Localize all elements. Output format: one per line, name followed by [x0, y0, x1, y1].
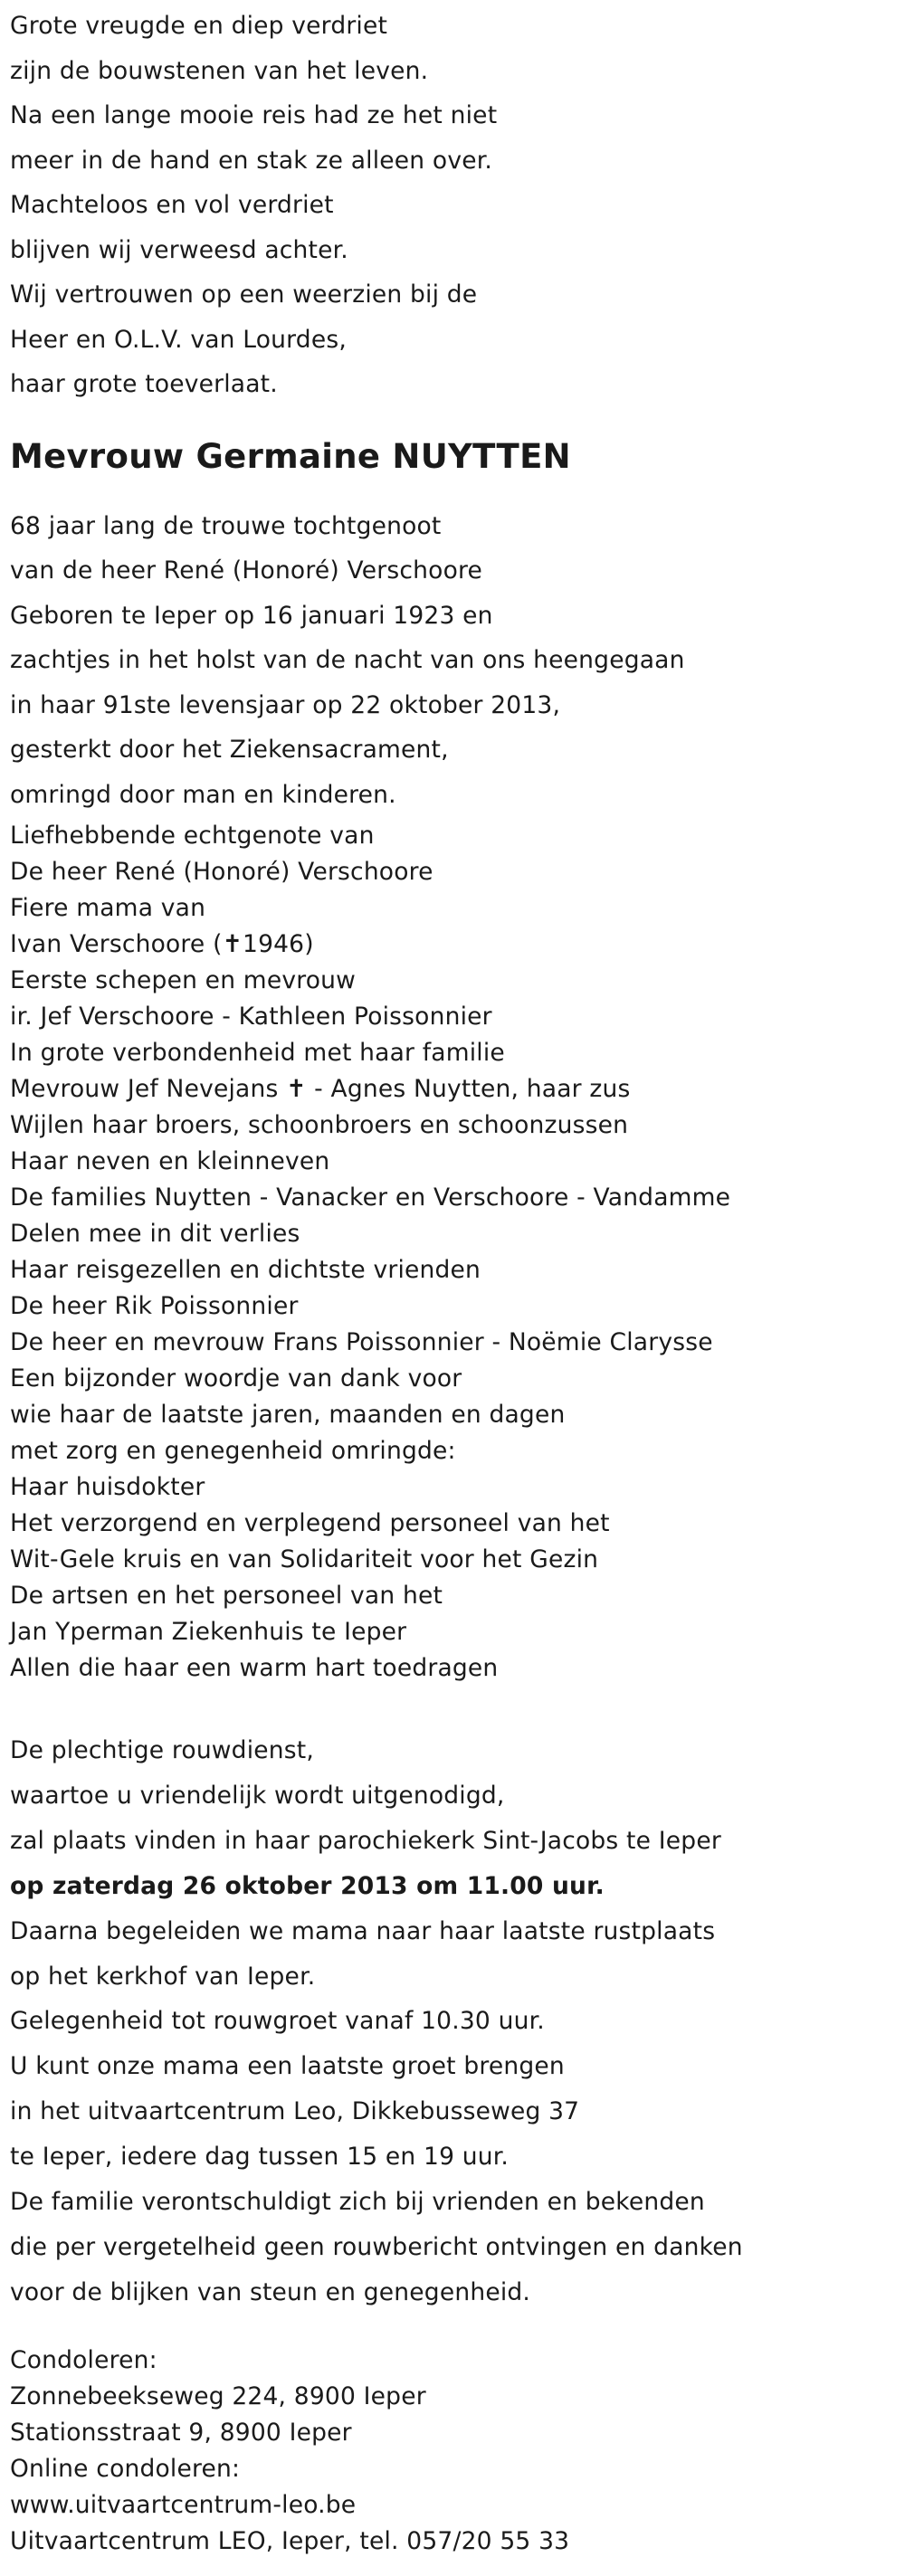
funeral-service: [10, 1687, 905, 2315]
poem-line: blijven wij verweesd achter.: [10, 235, 348, 264]
family-line: Wijlen haar broers, schoonbroers en schoonzussen: [10, 1111, 629, 1139]
family-line: Delen mee in dit verlies: [10, 1220, 300, 1248]
service-line: te Ieper, iedere dag tussen 15 en 19 uur.: [10, 2143, 510, 2172]
family-line: Jan Yperman Ziekenhuis te Ieper: [10, 1618, 407, 1646]
family-line: De families Nuytten - Vanacker en Verschoore - Vandamme: [10, 1183, 731, 1212]
service-line: waartoe u vriendelijk wordt uitgenodigd,: [10, 1781, 505, 1810]
service-line: Daarna begeleiden we mama naar haar laatste rustplaats: [10, 1916, 716, 1945]
family-line: Ivan Verschoore (✝1946): [10, 930, 314, 958]
intro-line: gesterkt door het Ziekensacrament,: [10, 736, 449, 764]
intro-line: omringd door man en kinderen.: [10, 780, 396, 809]
family-line: met zorg en genegenheid omringde:: [10, 1437, 456, 1465]
service-line: De familie verontschuldigt zich bij vrienden en bekenden: [10, 2188, 705, 2217]
family-line: Fiere mama van: [10, 894, 206, 922]
poem-line: Na een lange mooie reis had ze het niet: [10, 101, 498, 129]
family-line: In grote verbondenheid met haar familie: [10, 1039, 505, 1067]
family-line: Mevrouw Jef Nevejans ✝ - Agnes Nuytten, haar zus: [10, 1075, 631, 1103]
family-line: De heer en mevrouw Frans Poissonnier - Noëmie Clarysse: [10, 1328, 713, 1356]
intro-line: 68 jaar lang de trouwe tochtgenoot: [10, 511, 442, 540]
family-line: Eerste schepen en mevrouw: [10, 966, 357, 994]
address-line: Zonnebeekseweg 224, 8900 Ieper: [10, 2381, 426, 2410]
website-link[interactable]: www.uitvaartcentrum-leo.be: [10, 2490, 357, 2519]
poem-line: meer in de hand en stak ze alleen over.: [10, 146, 492, 175]
poem-line: zijn de bouwstenen van het leven.: [10, 56, 429, 85]
family-line: wie haar de laatste jaren, maanden en dagen: [10, 1401, 566, 1429]
family-line: Haar reisgezellen en dichtste vrienden: [10, 1256, 481, 1284]
service-line: die per vergetelheid geen rouwbericht ontvingen en danken: [10, 2232, 743, 2261]
poem-line: Heer en O.L.V. van Lourdes,: [10, 325, 347, 354]
family-line: Een bijzonder woordje van dank voor: [10, 1364, 462, 1393]
service-line: in het uitvaartcentrum Leo, Dikkebusseweg 37: [10, 2097, 580, 2126]
condolences-heading: Condoleren:: [10, 2345, 157, 2374]
poem-line: Machteloos en vol verdriet: [10, 191, 334, 219]
condolences: [10, 2315, 905, 2560]
intro-line: in haar 91ste levensjaar op 22 oktober 2013,: [10, 690, 561, 719]
intro-line: van de heer René (Honoré) Verschoore: [10, 556, 483, 585]
service-date: op zaterdag 26 oktober 2013 om 11.00 uur.: [10, 1871, 605, 1900]
funeral-home-contact: Uitvaartcentrum LEO, Ieper, tel. 057/20 55 33: [10, 2526, 570, 2555]
service-line: voor de blijken van steun en genegenheid.: [10, 2277, 531, 2306]
poem: [10, 0, 905, 407]
family-line: Haar huisdokter: [10, 1473, 205, 1501]
intro-line: zachtjes in het holst van de nacht van ons heengegaan: [10, 646, 685, 674]
family-line: De heer René (Honoré) Verschoore: [10, 858, 433, 886]
intro-text: [10, 504, 905, 818]
family-line: Haar neven en kleinneven: [10, 1147, 330, 1175]
family-line: Allen die haar een warm hart toedragen: [10, 1654, 499, 1682]
service-line: U kunt onze mama een laatste groet brengen: [10, 2052, 565, 2081]
family-line: De artsen en het personeel van het: [10, 1582, 443, 1610]
family-line: De heer Rik Poissonnier: [10, 1292, 299, 1320]
service-line: zal plaats vinden in haar parochiekerk Sint-Jacobs te Ieper: [10, 1826, 721, 1855]
service-line: op het kerkhof van Ieper.: [10, 1962, 316, 1991]
family-line: Het verzorgend en verplegend personeel van het: [10, 1509, 610, 1537]
online-condolences-label: Online condoleren:: [10, 2454, 241, 2483]
family-list: [10, 817, 905, 1687]
service-line: De plechtige rouwdienst,: [10, 1736, 314, 1764]
intro-line: Geboren te Ieper op 16 januari 1923 en: [10, 601, 493, 630]
poem-line: Wij vertrouwen op een weerzien bij de: [10, 280, 478, 309]
family-line: Wit-Gele kruis en van Solidariteit voor het Gezin: [10, 1545, 599, 1573]
service-line: Gelegenheid tot rouwgroet vanaf 10.30 uur.: [10, 2007, 545, 2036]
family-line: Liefhebbende echtgenote van: [10, 822, 375, 850]
deceased-name: Mevrouw Germaine NUYTTEN: [10, 436, 571, 476]
poem-line: Grote vreugde en diep verdriet: [10, 12, 388, 40]
poem-line: haar grote toeverlaat.: [10, 370, 278, 398]
family-line: ir. Jef Verschoore - Kathleen Poissonnier: [10, 1003, 492, 1031]
address-line: Stationsstraat 9, 8900 Ieper: [10, 2418, 352, 2447]
